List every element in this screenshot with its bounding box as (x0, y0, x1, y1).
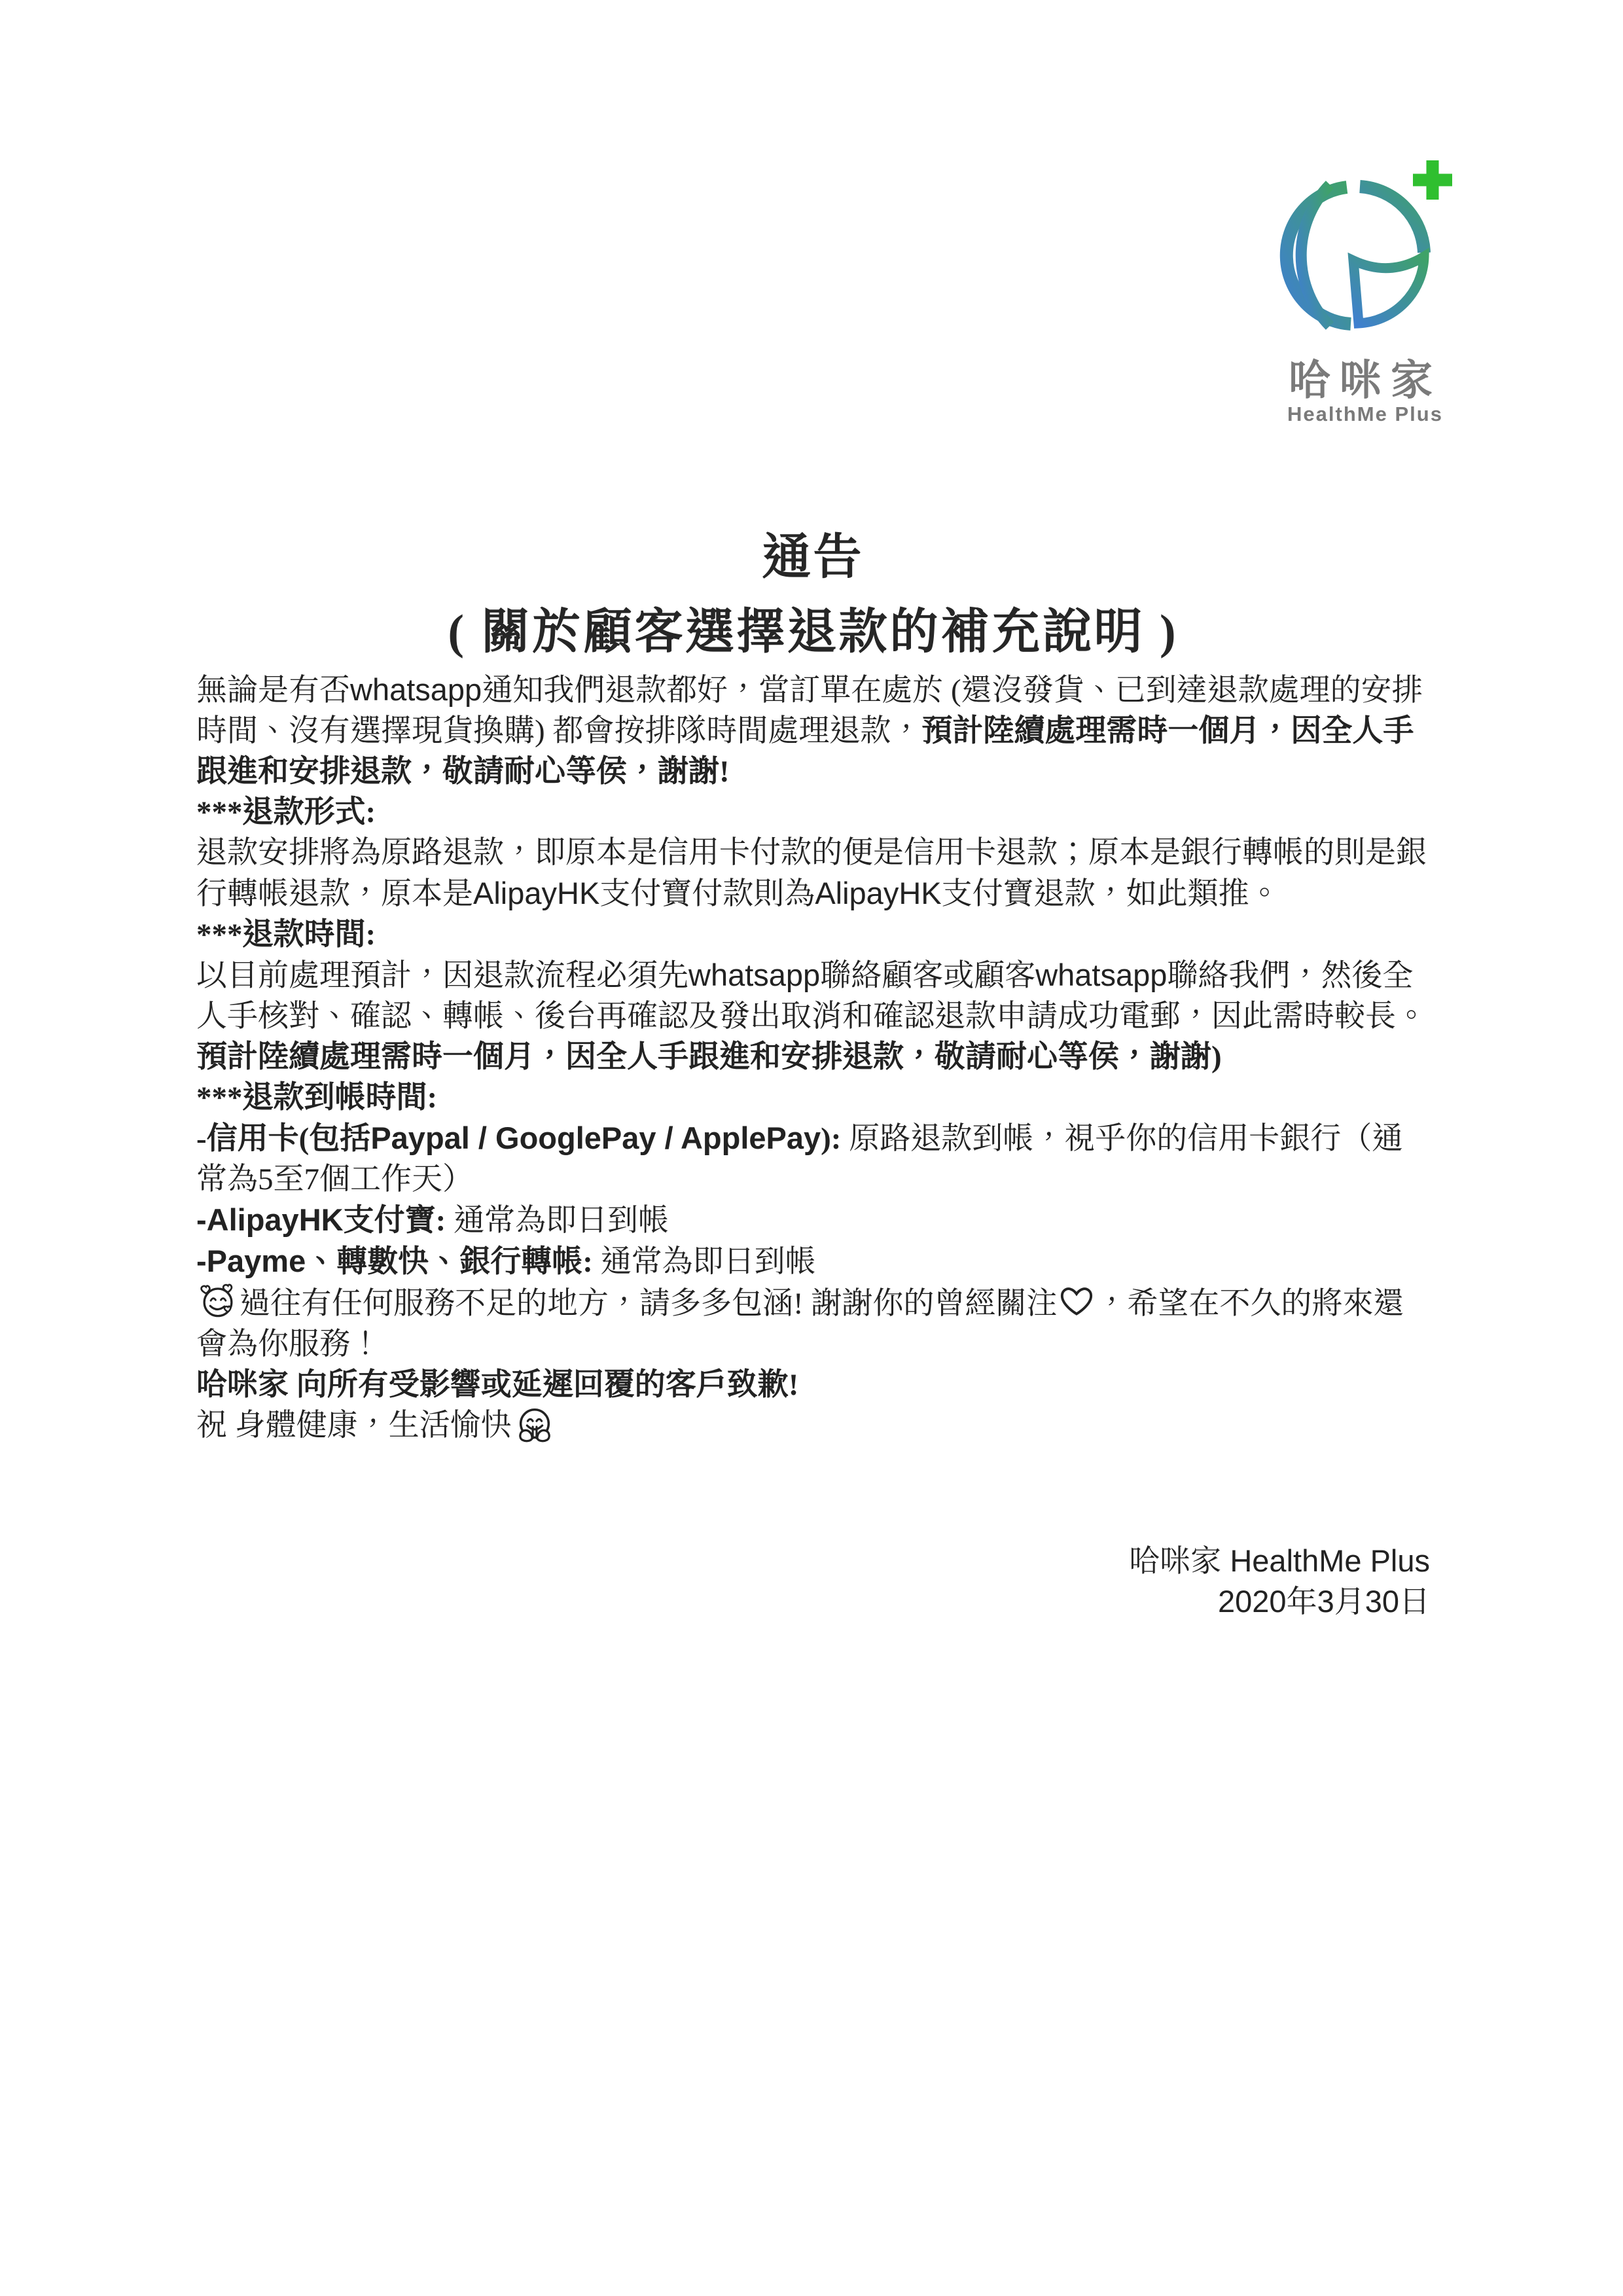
text-run: 原路退款到帳，視乎你的信用卡銀行（通常為5至7個工作天） (196, 1122, 1403, 1196)
text-run: -AlipayHK (196, 1202, 344, 1237)
text-run: 預計陸續處理需時一個月，因全人手跟進和安排退款，敬請耐心等侯，謝謝! (196, 714, 1414, 789)
text-run: 通常為即日到帳 (446, 1204, 669, 1238)
refund-form-heading: ***退款形式: (196, 795, 376, 829)
text-run: whatsapp (350, 672, 482, 707)
apology-line: 哈咪家 向所有受影響或延遲回覆的客戶致歉! (196, 1368, 799, 1402)
text-run: 聯絡我們，然後全人手核對、確認、轉帳、後台再確認及發出取消和確認退款申請成功電郵，因此需時較長。 (196, 959, 1427, 1033)
text-run: 預計陸續處理需時一個月，因全人手跟進和安排退款，敬請耐心等侯，謝謝) (196, 1040, 1222, 1074)
text-run: 通知我們退款都好，當訂單在處於 (還沒發貨、已到達退款處理的安排時間、沒有選擇現貨換購) 都會按排隊時間處理退款， (196, 673, 1423, 748)
refund-time-paragraph (196, 955, 1430, 1077)
text-run: whatsapp (1035, 958, 1168, 992)
refund-time-heading: ***退款時間: (196, 918, 376, 952)
arrival-item-payme (196, 1241, 1430, 1282)
wish-line (196, 1405, 1430, 1446)
arrival-item-credit-card (196, 1118, 1430, 1200)
subtitle-line: ( 關於顧客選擇退款的補充說明 ) (448, 605, 1179, 659)
logo-brand-english: HealthMe Plus (1287, 403, 1443, 425)
text-run: 支付寶付款則為 (599, 877, 815, 911)
text-run: ，希望在不久的將來還會為你服務！ (196, 1287, 1404, 1361)
text-run: 過往有任何服務不足的地方，請多多包涵! 謝謝你的曾經關注 (240, 1287, 1058, 1321)
intro-paragraph (196, 670, 1430, 792)
title-line: 通告 (762, 531, 865, 584)
text-run: 無論是有否 (196, 673, 350, 708)
text-run: -信用卡(包括 (196, 1122, 371, 1156)
text-run: whatsapp (688, 958, 821, 992)
signature-company: 哈咪家 HealthMe Plus (1129, 1543, 1430, 1578)
text-run: AlipayHK (473, 876, 600, 910)
smiling-face-with-hearts-emoji-icon (199, 1282, 237, 1320)
text-run: 祝 身體健康，生活愉快 (196, 1408, 512, 1443)
text-run: 通常為即日到帳 (592, 1245, 816, 1279)
text-run: 、轉數快、銀行轉帳: (306, 1245, 593, 1279)
text-run: 退款安排將為原路退款，即原本是信用卡付款的便是信用卡退款；原本是銀行轉帳的則是銀行轉帳退款，原本是 (196, 836, 1427, 911)
text-run: 以目前處理預計，因退款流程必須先 (196, 959, 688, 993)
refund-form-paragraph (196, 833, 1430, 914)
signature-block (196, 1541, 1430, 1622)
logo-brand-chinese: 哈咪家 (1289, 357, 1442, 404)
arrival-item-alipayhk (196, 1200, 1430, 1241)
text-run: ): (821, 1122, 842, 1156)
arrival-time-heading: ***退款到帳時間: (196, 1081, 438, 1115)
text-run: 支付寶退款，如此類推。 (941, 877, 1280, 911)
text-run: Paypal / GooglePay / ApplePay (370, 1121, 821, 1155)
hugging-face-emoji-icon (514, 1405, 555, 1446)
text-run: -Payme (196, 1244, 306, 1278)
signature-date: 2020年3月30日 (1218, 1584, 1430, 1619)
document-title (196, 520, 1430, 670)
document-content (196, 0, 1430, 1622)
text-run: 聯絡顧客或顧客 (820, 959, 1036, 993)
white-heart-icon (1060, 1286, 1094, 1318)
text-run: 支付寶: (343, 1204, 446, 1238)
closing-paragraph (196, 1282, 1430, 1365)
text-run: AlipayHK (815, 876, 942, 910)
